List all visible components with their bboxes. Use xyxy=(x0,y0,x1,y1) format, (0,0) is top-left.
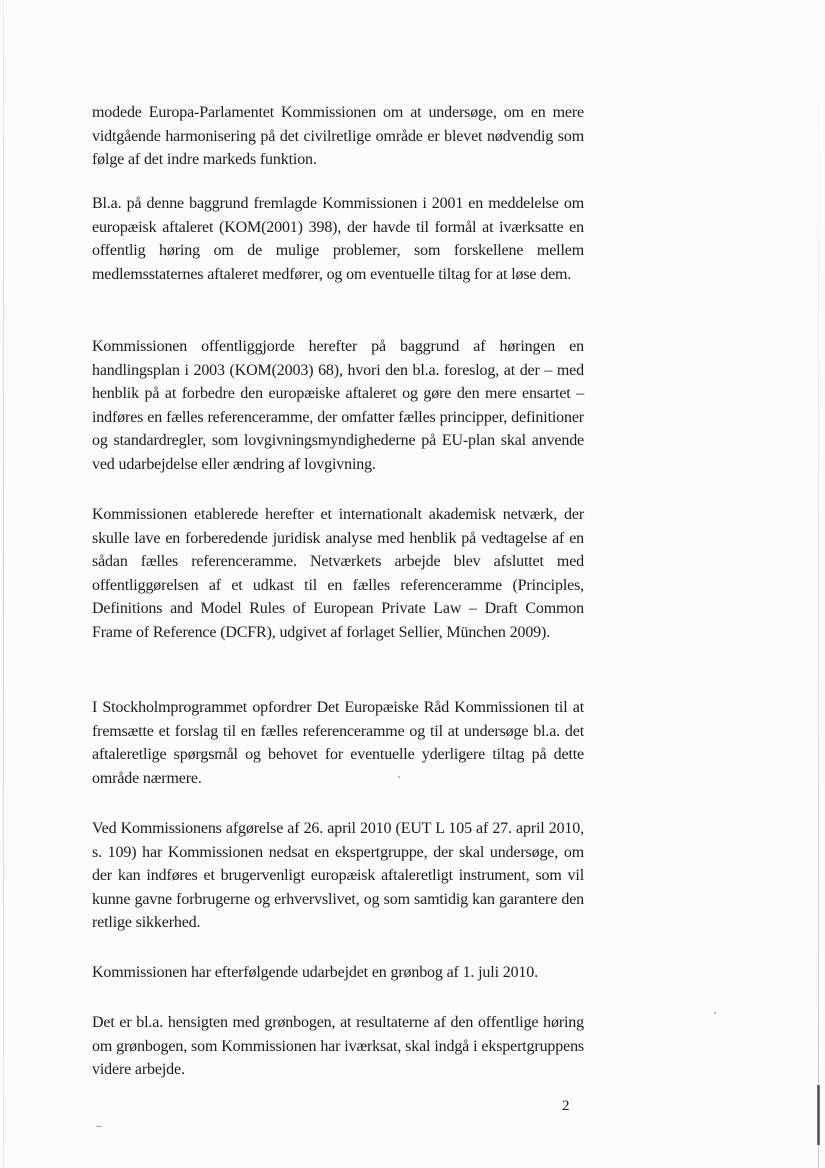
scan-edge-right xyxy=(818,0,819,1168)
paragraph-1-block xyxy=(92,101,584,172)
scan-speck xyxy=(96,1126,102,1127)
page-number: 2 xyxy=(562,1098,570,1114)
paragraph: Kommissionen offentliggjorde herefter på baggrund af høringen en handlingsplan i 2003 (KOM(2003) 68), hvori den bl.a. foreslog, at der – med henblik på at forbedre den europæiske aftaleret og gøre den mere ensartet – indføres en fælles referenceramme, der omfatter fælles principper, definitioner og standardregler, som lovgivningsmyndighederne på EU-plan skal anvende ved udarbejdelse eller ændring af lovgivning. xyxy=(92,338,584,473)
paragraph-2-block xyxy=(92,192,584,286)
paragraph-3-block xyxy=(92,335,584,477)
paragraph: Det er bl.a. hensigten med grønbogen, at resultaterne af den offentlige høring om grønbogen, som Kommissionen har iværksat, skal indgå i ekspertgruppens videre arbejde. xyxy=(92,1014,584,1079)
paragraph: modede Europa-Parlamentet Kommissionen om at undersøge, om en mere vidtgående harmonisering på det civilretlige område er blevet nødvendig som følge af det indre markeds funktion. xyxy=(92,104,584,169)
scan-edge-left xyxy=(3,0,4,1168)
paragraph: Kommissionen etablerede herefter et internationalt akademisk netværk, der skulle lave en forberedende juridisk analyse med henblik på vedtagelse af en sådan fælles referenceramme. Netværkets arbejde blev afsluttet med offentliggørelsen af et udkast til en fælles referenceramme (Principles, Definitions and Model Rules of European Private Law – Draft Common Frame of Reference (DCFR), udgivet af forlaget Sellier, München 2009). xyxy=(92,506,584,641)
scan-edge-mark xyxy=(817,1085,820,1145)
paragraph-4-block xyxy=(92,503,584,645)
paragraph-7-block xyxy=(92,961,584,985)
paragraph: Ved Kommissionens afgørelse af 26. april 2010 (EUT L 105 af 27. april 2010, s. 109) har Kommissionen nedsat en ekspertgruppe, der skal undersøge, om der kan indføres et brugervenligt europæisk aftaleretligt instrument, som vil kunne gavne forbrugerne og erhvervslivet, og som samtidig kan garantere den retlige sikkerhed. xyxy=(92,820,584,932)
paragraph-5-block xyxy=(92,696,584,790)
paragraph: Bl.a. på denne baggrund fremlagde Kommissionen i 2001 en meddelelse om europæisk aftaleret (KOM(2001) 398), der havde til formål at iværksatte en offentlig høring om de mulige problemer, som forskellene mellem medlemsstaternes aftaleret medfører, og om eventuelle tiltag for at løse dem. xyxy=(92,195,584,283)
paragraph: I Stockholmprogrammet opfordrer Det Europæiske Råd Kommissionen til at fremsætte et forslag til en fælles referenceramme og til at undersøge bl.a. det aftaleretlige spørgsmål og behovet for eventuelle yderligere tiltag på dette område nærmere. xyxy=(92,699,584,787)
paragraph: Kommissionen har efterfølgende udarbejdet en grønbog af 1. juli 2010. xyxy=(92,964,538,981)
scan-speck xyxy=(714,1012,716,1014)
paragraph-8-block xyxy=(92,1011,584,1082)
paragraph-6-block xyxy=(92,817,584,935)
